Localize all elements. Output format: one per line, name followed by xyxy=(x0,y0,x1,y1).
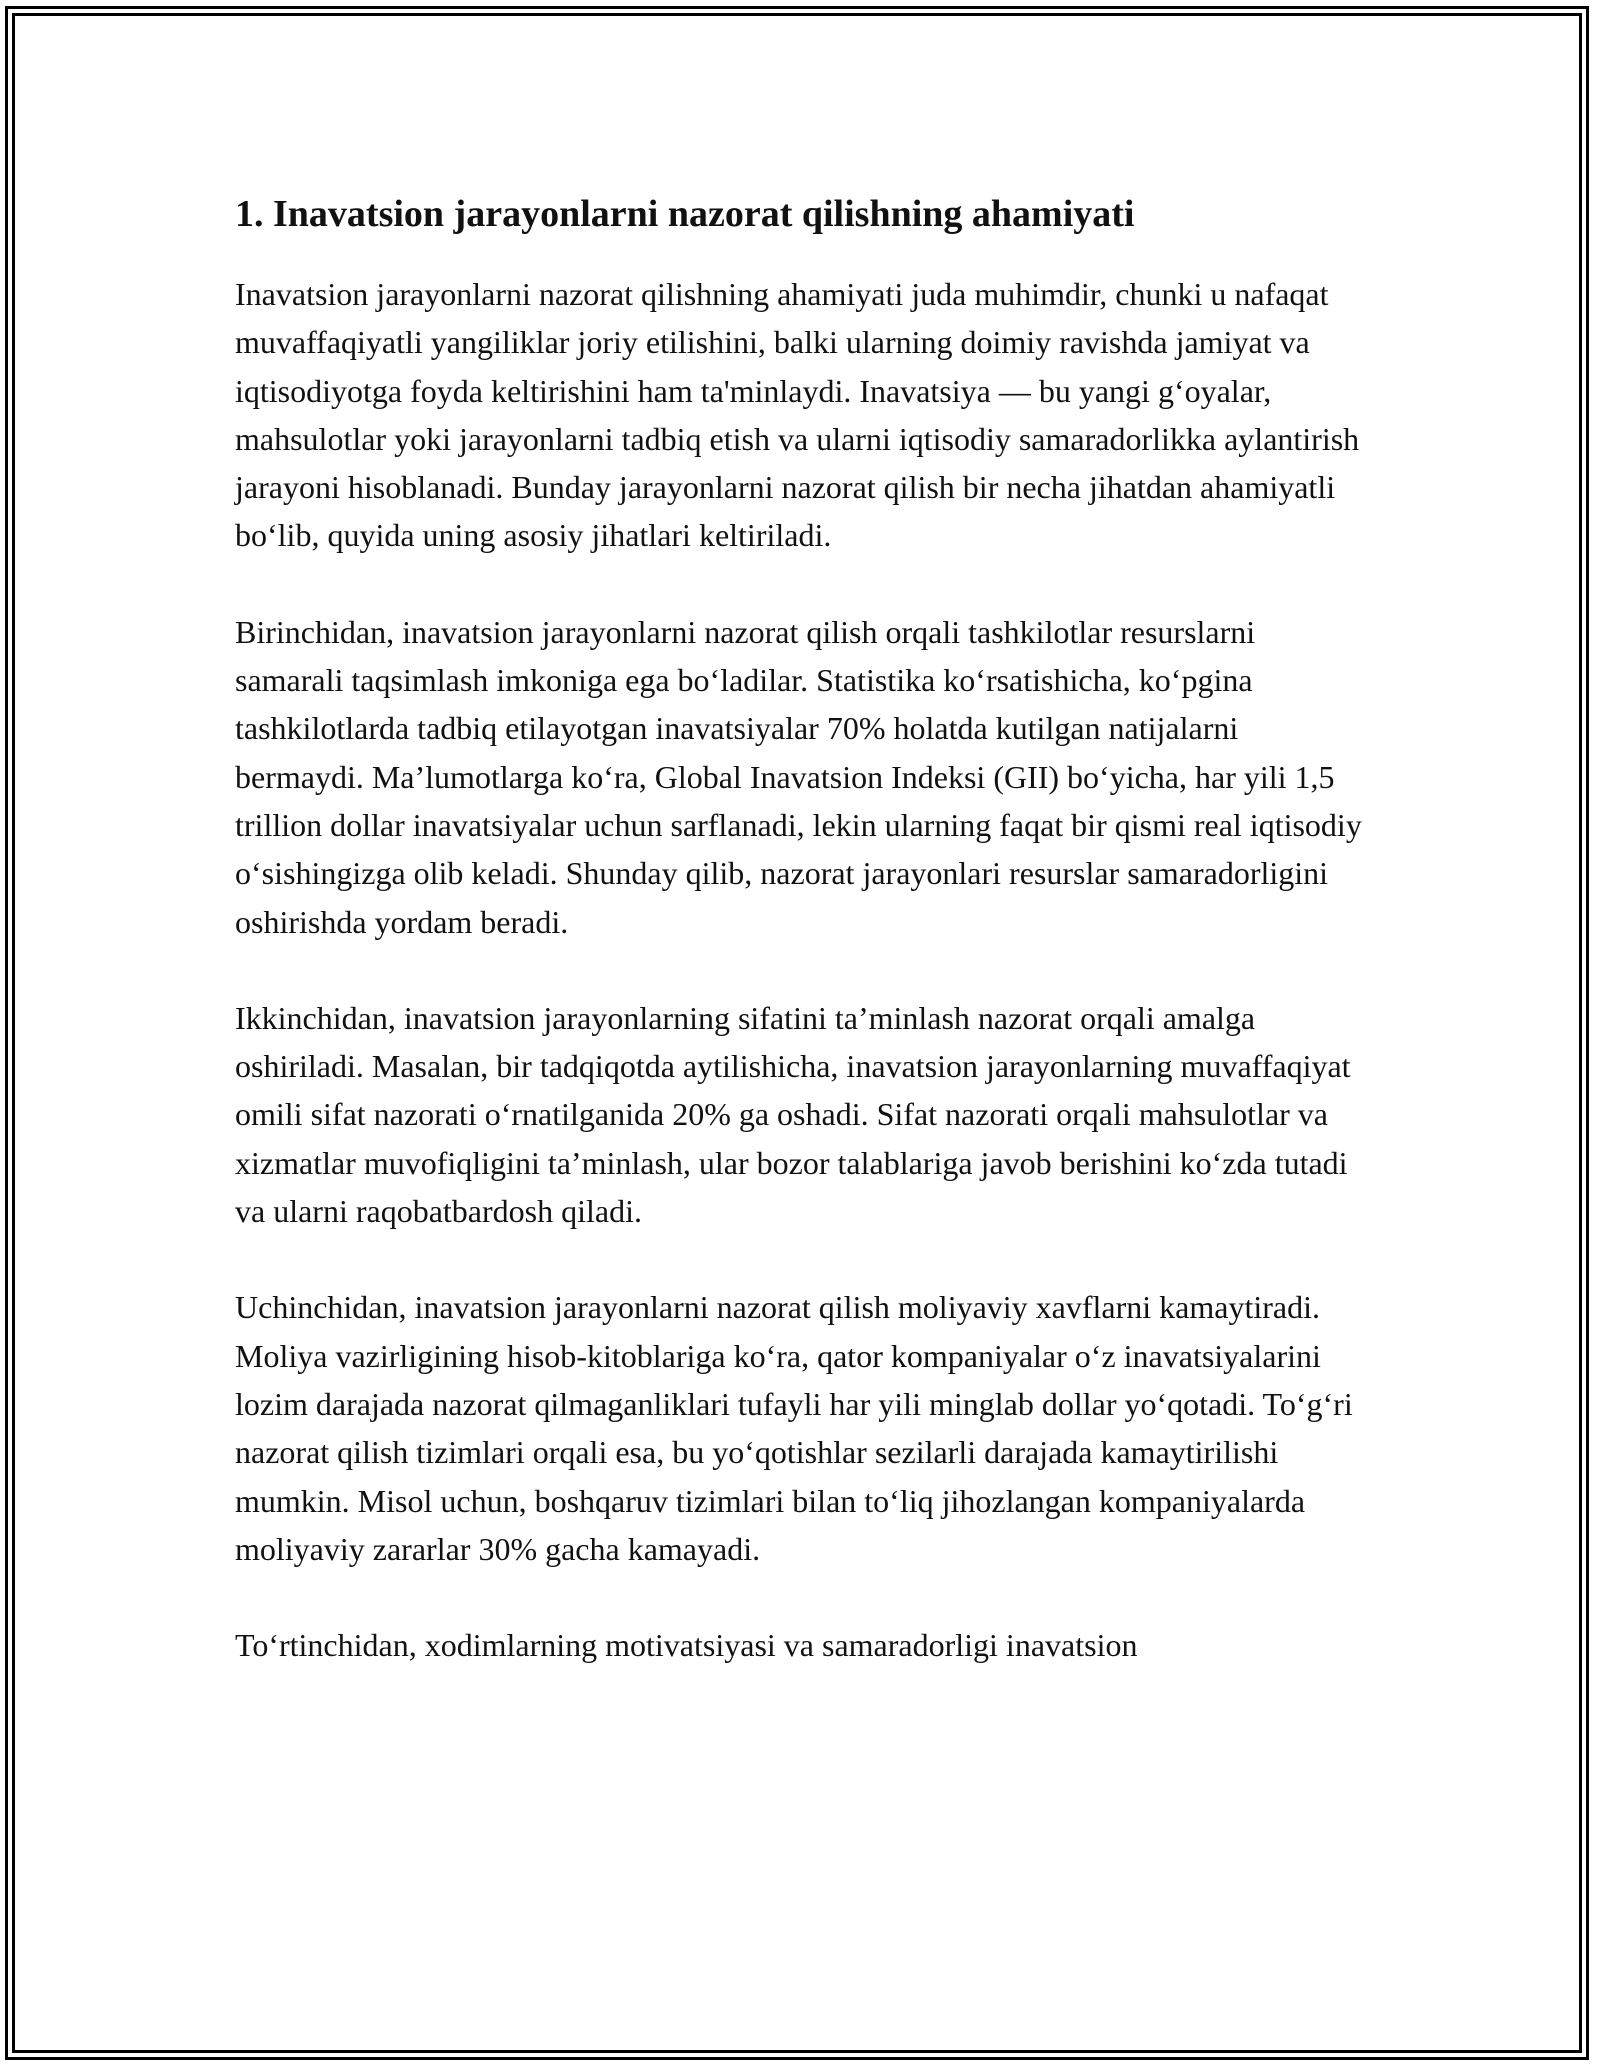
paragraph-second: Ikkinchidan, inavatsion jarayonlarning sifatini ta’minlash nazorat orqali amalga oshiriladi. Masalan, bir tadqiqotda aytilishicha, inavatsion jarayonlarning muvaffaqiyat omili sifat nazorati o‘rnatilganida 20% ga oshadi. Sifat nazorati orqali mahsulotlar va xizmatlar muvofiqligini ta’minlash, ular bozor talablariga javob berishini ko‘zda tutadi va ularni raqobatbardosh qiladi. xyxy=(235,999,1351,1230)
document-body xyxy=(235,188,1370,1717)
paragraph-first: Birinchidan, inavatsion jarayonlarni nazorat qilish orqali tashkilotlar resurslarni samarali taqsimlash imkoniga ega bo‘ladilar. Statistika ko‘rsatishicha, ko‘pgina tashkilotlarda tadbiq etilayotgan inavatsiyalar 70% holatda kutilgan natijalarni bermaydi. Ma’lumotlarga ko‘ra, Global Inavatsion Indeksi (GII) bo‘yicha, har yili 1,5 trillion dollar inavatsiyalar uchun sarflanadi, lekin ularning faqat bir qismi real iqtisodiy o‘sishingizga olib keladi. Shunday qilib, nazorat jarayonlari resurslar samaradorligini oshirishda yordam beradi. xyxy=(235,613,1362,940)
section-heading: 1. Inavatsion jarayonlarni nazorat qilishning ahamiyati xyxy=(235,193,1135,235)
paragraph-intro: Inavatsion jarayonlarni nazorat qilishning ahamiyati juda muhimdir, chunki u nafaqat muvaffaqiyatli yangiliklar joriy etilishini, balki ularning doimiy ravishda jamiyat va iqtisodiyotga foyda keltirishini ham ta'minlaydi. Inavatsiya — bu yangi g‘oyalar, mahsulotlar yoki jarayonlarni tadbiq etish va ularni iqtisodiy samaradorlikka aylantirish jarayoni hisoblanadi. Bunday jarayonlarni nazorat qilish bir necha jihatdan ahamiyatli bo‘lib, quyida uning asosiy jihatlari keltiriladi. xyxy=(235,276,1360,554)
paragraph-third: Uchinchidan, inavatsion jarayonlarni nazorat qilish moliyaviy xavflarni kamaytiradi. Moliya vazirligining hisob-kitoblariga ko‘ra, qator kompaniyalar o‘z inavatsiyalarini lozim darajada nazorat qilmaganliklari tufayli har yili minglab dollar yo‘qotadi. To‘g‘ri nazorat qilish tizimlari orqali esa, bu yo‘qotishlar sezilarli darajada kamaytirilishi mumkin. Misol uchun, boshqaruv tizimlari bilan to‘liq jihozlangan kompaniyalarda moliyaviy zararlar 30% gacha kamayadi. xyxy=(235,1289,1353,1567)
paragraph-fourth: To‘rtinchidan, xodimlarning motivatsiyasi va samaradorligi inavatsion xyxy=(235,1627,1138,1664)
